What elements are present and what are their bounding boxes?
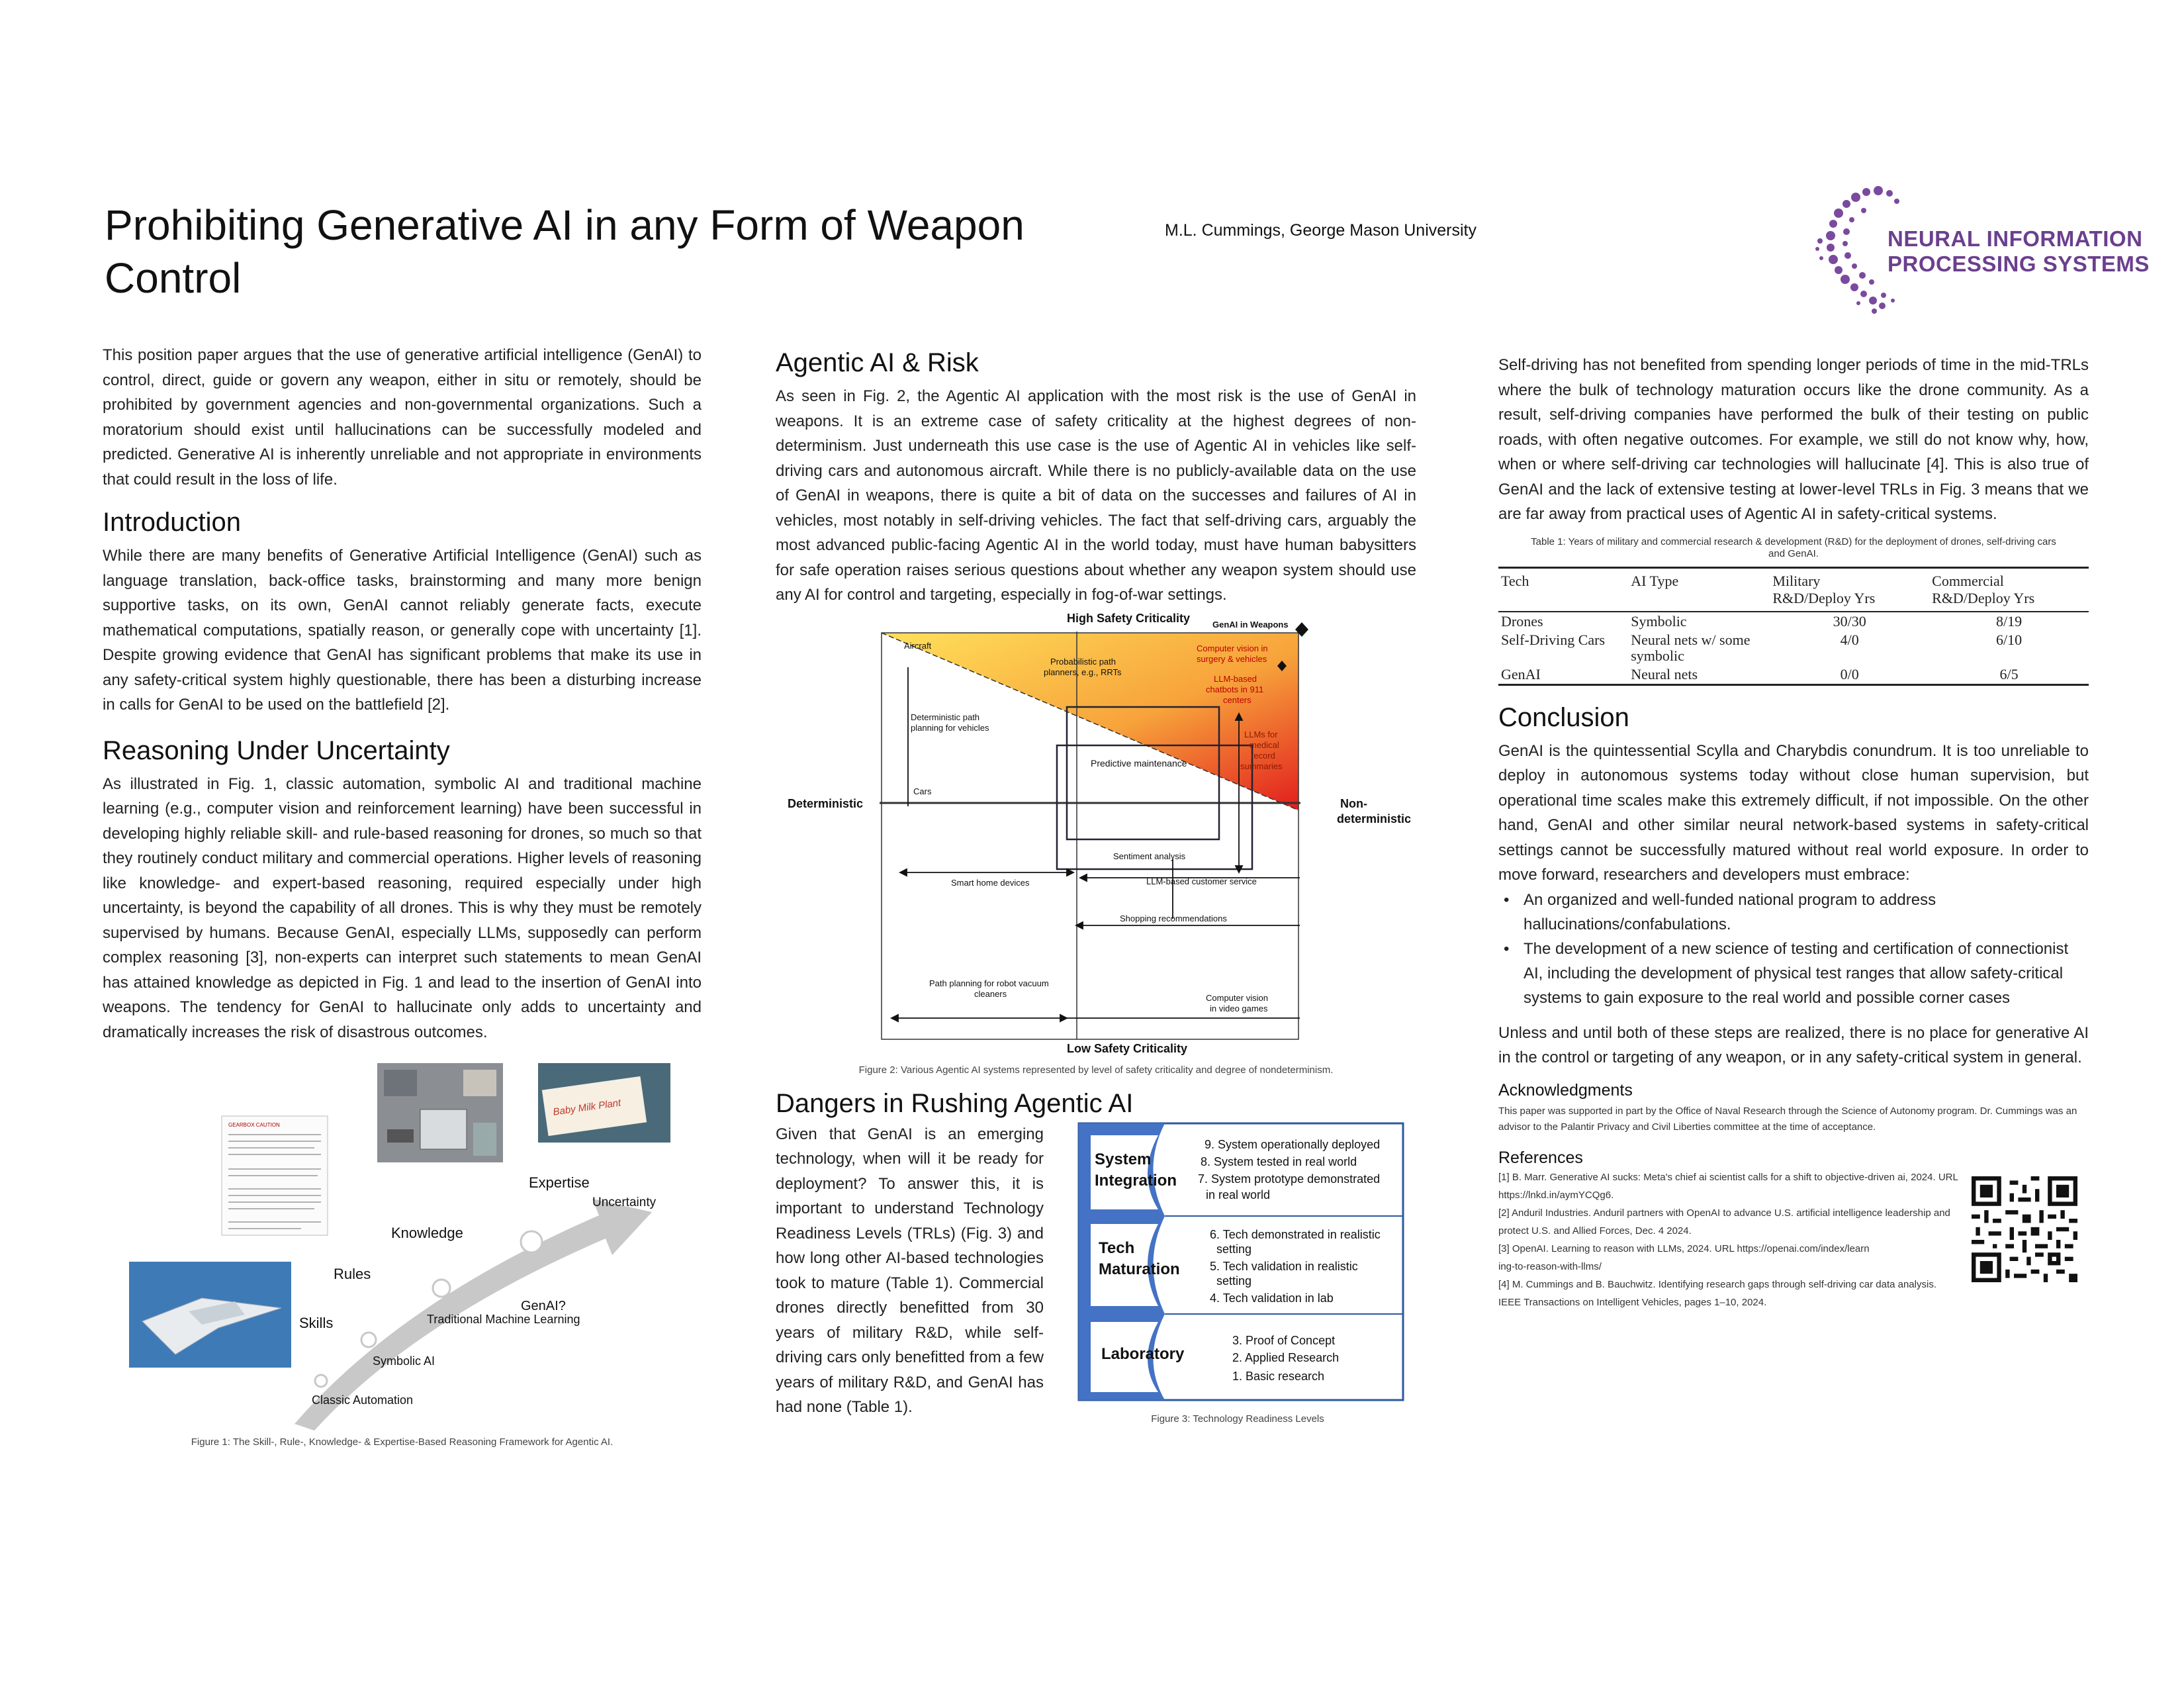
figure-3 (1059, 1122, 1416, 1413)
figure-3-caption: Figure 3: Technology Readiness Levels (1151, 1413, 1324, 1425)
trl-3: 3. Proof of Concept (1232, 1333, 1336, 1347)
cell: 30/30 (1833, 612, 1866, 630)
axis-right-2: deterministic (1337, 812, 1412, 825)
label-shop: Shopping recommendations (1120, 913, 1227, 923)
cell: Self-Driving Cars (1501, 631, 1606, 648)
trl-5b: setting (1216, 1274, 1252, 1288)
table-row (1498, 631, 2089, 665)
trl-5: 5. Tech validation in realistic (1210, 1259, 1358, 1273)
th-military-1: Military (1772, 572, 1821, 589)
th-commercial-2: R&D/Deploy Yrs (1932, 589, 2035, 606)
logo-line1: NEURAL INFORMATION (1888, 226, 2143, 251)
th-military-2: R&D/Deploy Yrs (1772, 589, 1876, 606)
ref-2: [2] Anduril Industries. Anduril partners with OpenAI to advance U.S. artificial intelligence leadership and protect U.S. and Allied Forces, Dec. 4 2024. (1498, 1207, 1950, 1237)
label-chat1: LLM-based (1214, 673, 1257, 684)
trl-6b: setting (1216, 1242, 1252, 1256)
reasoning-heading: Reasoning Under Uncertainty (103, 735, 450, 765)
level-rules: Rules (334, 1266, 371, 1282)
conclusion-bullets (1498, 888, 2089, 1010)
level-skills: Skills (299, 1315, 334, 1331)
trl-group-2a: Tech (1099, 1239, 1135, 1257)
trl-8: 8. System tested in real world (1201, 1154, 1357, 1168)
ref-1: [1] B. Marr. Generative AI sucks: Meta's chief ai scientist calls for a shift to objective-driven ai, 2024. URL https://lnkd.in/aymYCQg6. (1498, 1171, 1958, 1201)
cell: Drones (1501, 612, 1543, 630)
cell: 6/5 (1999, 665, 2019, 682)
label-det2: planning for vehicles (911, 722, 989, 733)
reasoning-text: As illustrated in Fig. 1, classic automation, symbolic AI and traditional machine learning (e.g., computer vision and reinforcement learning) have been successful in developing highly reliable skill- and rule-based reasoning for drones, so much so that they routinely conduct military and commercial operations. Higher levels of reasoning like knowledge- and expert-based reasoning, required especially under high uncertainty, is beyond the capability of all drones. This is why they must be remotely supervised by humans. Because GenAI, especially LLMs, supposedly can perform complex reasoning [3], non-experts can interpret such statements to mean GenAI has attained knowledge as depicted in Fig. 1 and lead to the insertion of GenAI into weapons. The tendency for GenAI to hallucinate only adds to uncertainty and dramatically increases the risk of disastrous outcomes. (103, 774, 702, 1041)
th-tech: Tech (1501, 572, 1529, 589)
method-genai: GenAI? (521, 1299, 566, 1313)
label-cvg2: in video games (1210, 1003, 1268, 1013)
references (1498, 1168, 2089, 1311)
axis-right-1: Non- (1340, 796, 1367, 810)
label-weapons: GenAI in Weapons (1212, 619, 1289, 630)
agentic-text: As seen in Fig. 2, the Agentic AI application with the most risk is the use of GenAI in weapons. It is an extreme case of safety criticality at the highest degrees of non-determinism. Just underneath this use case is the use of Agentic AI in vehicles like self-driving cars and autonomous aircraft. While there is no publicly-available data on the use of GenAI in weapons, there is quite a bit of data on the successes and failures of AI in vehicles, most notably in self-driving vehicles. The fact that self-driving cars, arguably the most advanced public-facing Agentic AI in the world today, must have human babysitters for safe operation raises serious questions about whether any weapon system should use any AI for control and targeting, especially in fog-of-war settings. (776, 387, 1416, 604)
ref-3b: ing-to-reason-with-llms/ (1498, 1260, 1602, 1272)
level-knowledge: Knowledge (391, 1225, 463, 1241)
label-chat2: chatbots in 911 (1206, 684, 1264, 694)
conclusion-text: GenAI is the quintessential Scylla and Charybdis conundrum. It is too unreliable to deploy in autonomous systems today without close human supervision, but operational time scales make this extremely difficult, if not impossible. On the other hand, GenAI and other similar neural network-based systems in safety-critical settings cannot be successfully matured without real world exposure. In order to move forward, researchers and developers must embrace: (1498, 741, 2089, 884)
trl-4: 4. Tech validation in lab (1210, 1291, 1334, 1305)
label-cust: LLM-based customer service (1146, 876, 1257, 886)
refs-heading: References (1498, 1148, 1583, 1167)
column-left (103, 343, 702, 1448)
conclusion-closing: Unless and until both of these steps are realized, there is no place for generative AI in the control or targeting of any weapon, or in any safety-critical system in general. (1498, 1023, 2089, 1066)
trl-7b: in real world (1206, 1188, 1271, 1201)
logo-dots-icon (1815, 186, 1899, 314)
label-prob2: planners, e.g., RRTs (1044, 667, 1122, 677)
agentic-heading: Agentic AI & Risk (776, 348, 979, 377)
intro-text: While there are many benefits of Generative Artificial Intelligence (GenAI) such as language translation, back-office tasks, brainstorming and many more benign supportive tasks, on its own, GenAI cannot reliably generate facts, execute mathematical computations, spatially reason, or generally cope with uncertainty [1]. Despite growing evidence that GenAI has significant problems that make its use in any safety-critical system highly questionable, there has been a disturbing increase in calls for GenAI to be used on the battlefield [2]. (103, 547, 702, 714)
ref-3: [3] OpenAI. Learning to reason with LLMs, 2024. URL https://openai.com/index/learn (1498, 1243, 1870, 1254)
figure-1-caption: Figure 1: The Skill-, Rule-, Knowledge- & Expertise-Based Reasoning Framework for Agentic AI. (191, 1436, 614, 1448)
table-1 (1498, 567, 2089, 686)
th-military (1770, 567, 1929, 612)
intro-heading: Introduction (103, 508, 242, 537)
conclusion-heading: Conclusion (1498, 702, 1629, 732)
th-aitype: AI Type (1631, 572, 1679, 589)
dangers-heading: Dangers in Rushing Agentic AI (776, 1088, 1134, 1118)
label-cars: Cars (913, 786, 932, 796)
ack-text: This paper was supported in part by the Office of Naval Research through the Science of Autonomy program. Dr. Cummings was an advisor to the Palantir Privacy and Civil Liberties committee at the time of acceptance. (1498, 1105, 2077, 1133)
label-sent: Sentiment analysis (1113, 851, 1186, 861)
table-1-caption: Table 1: Years of military and commercial research & development (R&D) for the deployment of drones, self-driving cars and GenAI. (1531, 536, 2056, 559)
cell: GenAI (1501, 665, 1541, 682)
label-aircraft: Aircraft (904, 640, 932, 651)
trl-group-2b: Maturation (1099, 1260, 1180, 1278)
doc-title: GEARBOX CAUTION (228, 1122, 280, 1128)
label-cv1: Computer vision in (1197, 643, 1268, 653)
label-robot1: Path planning for robot vacuum (929, 978, 1049, 988)
label-med2: medical (1250, 739, 1279, 750)
trl-group-1b: Integration (1095, 1171, 1177, 1190)
abstract: This position paper argues that the use of generative artificial intelligence (GenAI) to control, direct, guide or govern any weapon, either in situ or remotely, should be prohibited by government agencies and non-governmental organizations. Such a moratorium should exist until hallucinations can be successfully modeled and predicted. Generative AI is inherently unreliable and not appropriate in environments that could result in the loss of life. (103, 346, 702, 489)
label-robot2: cleaners (974, 988, 1007, 999)
trl-2: 2. Applied Research (1232, 1350, 1340, 1364)
axis-top: High Safety Criticality (1067, 611, 1191, 625)
label-chat3: centers (1223, 694, 1251, 705)
trl-7: 7. System prototype demonstrated (1198, 1172, 1381, 1186)
sign-text: Baby Milk Plant (552, 1097, 622, 1118)
author-line: M.L. Cummings, George Mason University (1165, 221, 1477, 240)
table-row (1498, 665, 2089, 685)
table-row (1498, 612, 2089, 631)
qr-code[interactable] (1972, 1176, 2077, 1282)
selfdriving-text: Self-driving has not benefited from spending longer periods of time in the mid-TRLs where the bulk of technology maturation occurs like the drone community. As a result, self-driving companies have performed the bulk of their testing on public roads, with often negative outcomes. For example, we still do not know why, how, when or where self-driving car technologies will hallucinate [4]. This is also true of GenAI and the lack of extensive testing at lower-level TRLs in Fig. 3 means that we are far away from practical uses of Agentic AI in safety-critical systems. (1498, 356, 2089, 523)
cell: Neural nets w/ some symbolic (1631, 631, 1751, 664)
label-cv2: surgery & vehicles (1197, 653, 1267, 664)
trl-9: 9. System operationally deployed (1205, 1137, 1381, 1151)
label-det1: Deterministic path (911, 712, 980, 722)
cell: Symbolic (1631, 612, 1687, 630)
label-cvg1: Computer vision (1206, 992, 1268, 1003)
list-item: • An organized and well-funded national program to address hallucinations/confabulations. (1498, 888, 2089, 937)
label-med3: record (1251, 750, 1275, 761)
trl-1: 1. Basic research (1232, 1369, 1325, 1383)
ack-heading: Acknowledgments (1498, 1080, 1633, 1100)
column-right (1498, 353, 2089, 1311)
axis-bottom: Low Safety Criticality (1067, 1041, 1188, 1055)
th-commercial-1: Commercial (1932, 572, 2004, 589)
label-smart: Smart home devices (951, 877, 1030, 888)
column-middle (776, 346, 1416, 1466)
figure-1 (103, 1063, 702, 1434)
logo-text (1888, 226, 2150, 277)
label-med4: summaries (1240, 761, 1283, 771)
ref-4: [4] M. Cummings and B. Bauchwitz. Identifying research gaps through self-driving car data analysis. IEEE Transactions on Intelligent Vehicles, pages 1–10, 2024. (1498, 1278, 1936, 1308)
trl-6: 6. Tech demonstrated in realistic (1210, 1227, 1381, 1241)
figure-2 (776, 608, 1416, 1058)
cell: 0/0 (1840, 665, 1859, 682)
method-symbolic: Symbolic AI (373, 1354, 435, 1368)
cell: 6/10 (1996, 631, 2023, 648)
label-pm: Predictive maintenance (1091, 757, 1187, 769)
figure-2-caption: Figure 2: Various Agentic AI systems represented by level of safety criticality and degree of nondeterminism. (858, 1064, 1334, 1076)
list-item: • The development of a new science of testing and certification of connectionist AI, including the development of physical test ranges that allow safety-critical systems to gain exposure to the real world and possible corner cases (1498, 937, 2089, 1010)
level-expertise: Expertise (529, 1174, 590, 1191)
cell: 8/19 (1996, 612, 2023, 630)
cell: 4/0 (1840, 631, 1859, 648)
th-commercial (1929, 567, 2089, 612)
cell: Neural nets (1631, 665, 1698, 682)
label-prob1: Probabilistic path (1050, 656, 1116, 667)
poster-title: Prohibiting Generative AI in any Form of Weapon Control (105, 201, 1024, 302)
dangers-section (776, 1122, 1416, 1466)
level-uncertainty: Uncertainty (592, 1196, 657, 1209)
trl-group-3: Laboratory (1101, 1344, 1185, 1363)
label-med1: LLMs for (1244, 729, 1278, 739)
logo-line2: PROCESSING SYSTEMS (1888, 252, 2150, 276)
method-ml: Traditional Machine Learning (427, 1313, 580, 1326)
method-classic: Classic Automation (312, 1393, 414, 1407)
dangers-text: Given that GenAI is an emerging technology, when will it be ready for deployment? To answer this, it is important to understand Technology Readiness Levels (TRLs) (Fig. 3) and how long other AI-based technologies took to mature (Table 1). Commercial drones directly benefitted from 30 years of military R&D, while self-driving cars only benefitted from a few years of military R&D, and GenAI has had none (Table 1). (776, 1125, 1044, 1416)
axis-left: Deterministic (788, 796, 864, 810)
trl-group-1a: System (1095, 1150, 1152, 1168)
